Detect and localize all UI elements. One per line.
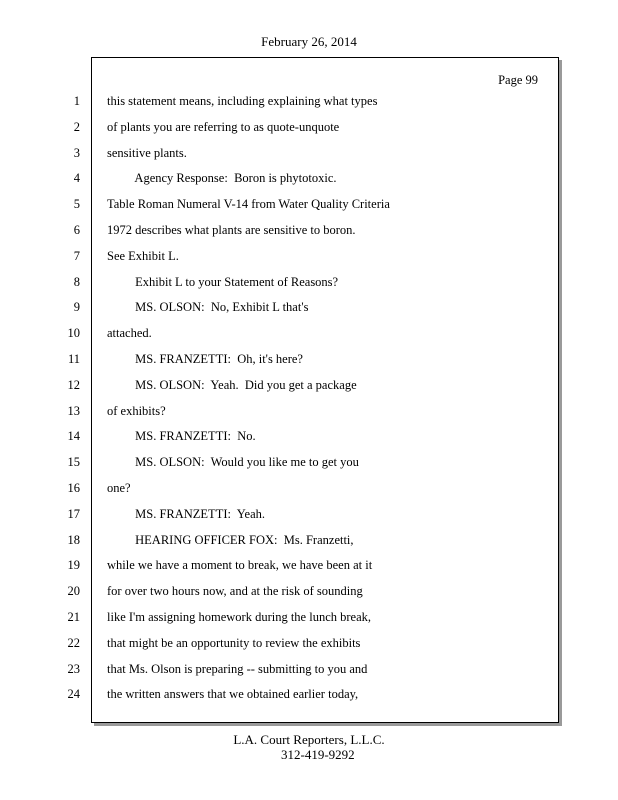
line-text: MS. FRANZETTI: No.	[107, 429, 256, 443]
transcript-date: February 26, 2014	[261, 34, 357, 49]
line-text: Exhibit L to your Statement of Reasons?	[107, 275, 339, 289]
line-number: 19	[67, 558, 80, 572]
line-text: sensitive plants.	[107, 146, 187, 160]
footer-company: L.A. Court Reporters, L.L.C.	[233, 732, 385, 747]
line-text: for over two hours now, and at the risk of sounding	[107, 584, 363, 598]
line-text: like I'm assigning homework during the lunch break,	[107, 610, 372, 624]
line-number: 1	[73, 94, 80, 108]
line-number: 8	[73, 275, 80, 289]
line-text: HEARING OFFICER FOX: Ms. Franzetti,	[107, 533, 354, 547]
line-text: while we have a moment to break, we have been at it	[107, 558, 373, 572]
line-text: MS. OLSON: Yeah. Did you get a package	[107, 378, 357, 392]
line-text: MS. FRANZETTI: Yeah.	[107, 507, 265, 521]
line-number: 5	[73, 197, 80, 211]
line-number: 17	[67, 507, 80, 521]
line-text: that Ms. Olson is preparing -- submitting to you and	[107, 662, 368, 676]
line-text: MS. OLSON: Would you like me to get you	[107, 455, 359, 469]
line-number: 4	[73, 171, 80, 185]
line-text: attached.	[107, 326, 152, 340]
line-text: MS. OLSON: No, Exhibit L that's	[107, 300, 309, 314]
line-number: 22	[67, 636, 80, 650]
line-text: 1972 describes what plants are sensitive to boron.	[107, 223, 356, 237]
line-text: the written answers that we obtained earlier today,	[107, 687, 359, 701]
line-text: Agency Response: Boron is phytotoxic.	[107, 171, 337, 185]
line-number: 16	[67, 481, 80, 495]
line-number: 7	[73, 249, 80, 263]
line-number: 13	[67, 404, 80, 418]
line-number: 10	[67, 326, 80, 340]
line-number: 15	[67, 455, 80, 469]
line-text: Table Roman Numeral V-14 from Water Quality Criteria	[107, 197, 390, 211]
line-text: of exhibits?	[107, 404, 166, 418]
footer-phone: 312-419-9292	[281, 747, 355, 762]
line-number: 20	[67, 584, 80, 598]
line-number: 3	[73, 146, 80, 160]
line-number: 11	[67, 352, 80, 366]
line-number: 12	[67, 378, 80, 392]
line-number: 14	[67, 429, 80, 443]
line-number: 6	[73, 223, 80, 237]
line-number: 18	[67, 533, 80, 547]
page-number: Page 99	[498, 73, 538, 87]
line-text: See Exhibit L.	[107, 249, 179, 263]
line-text: of plants you are referring to as quote-unquote	[107, 120, 340, 134]
line-number: 2	[73, 120, 80, 134]
line-number: 9	[73, 300, 80, 314]
line-text: one?	[107, 481, 131, 495]
line-text: this statement means, including explaining what types	[107, 94, 378, 108]
line-number: 24	[67, 687, 80, 701]
line-text: that might be an opportunity to review the exhibits	[107, 636, 361, 650]
line-number: 23	[67, 662, 80, 676]
line-number: 21	[67, 610, 80, 624]
line-text: MS. FRANZETTI: Oh, it's here?	[107, 352, 303, 366]
